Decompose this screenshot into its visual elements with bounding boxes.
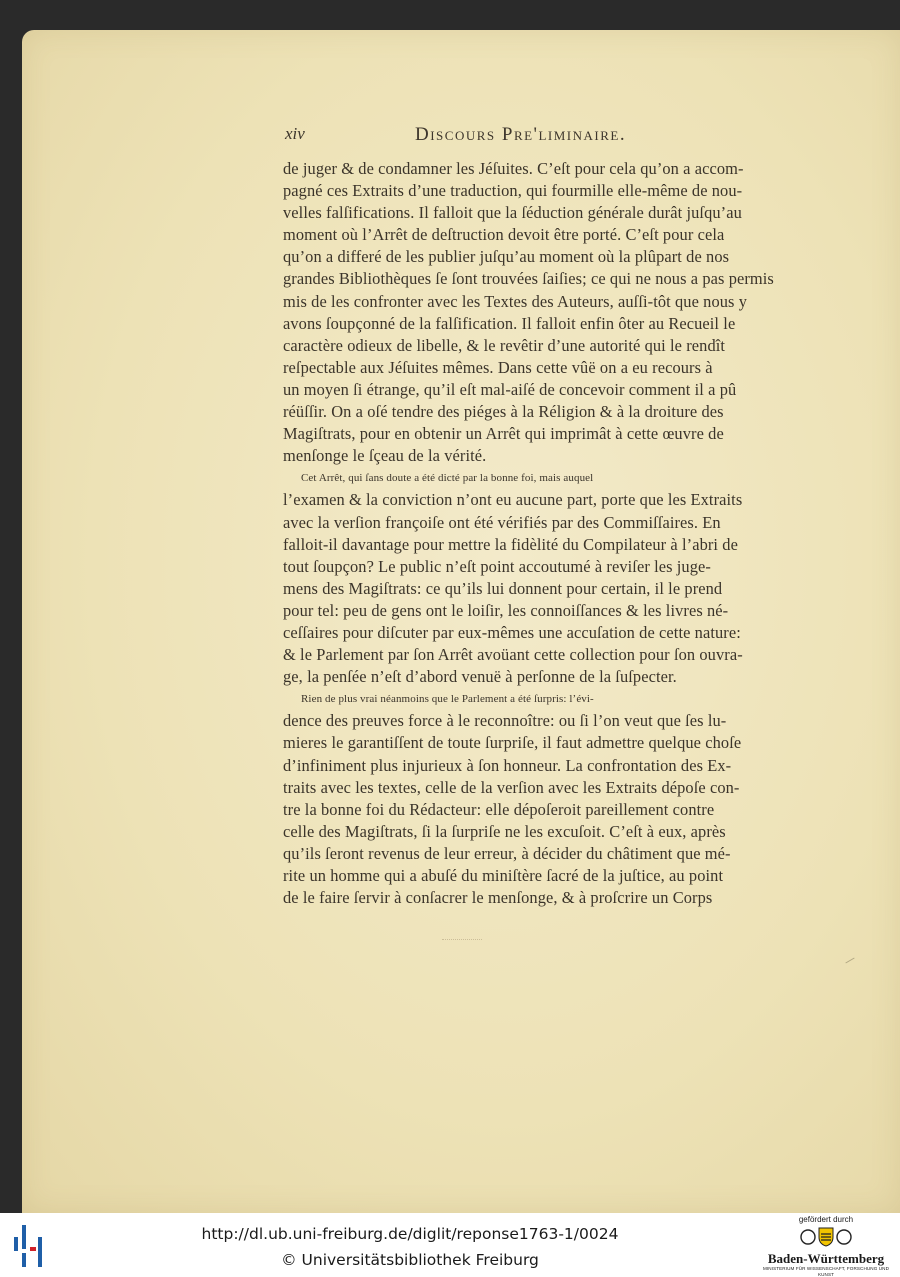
- text-line: moment où l’Arrêt de deſtruction devoit être porté. C’eſt pour cela: [283, 225, 725, 245]
- text-line: ge, la penſée n’eſt d’abord venuë à perſonne de la ſuſpecter.: [283, 667, 677, 687]
- permalink-url[interactable]: http://dl.ub.uni-freiburg.de/diglit/reponse1763-1/0024: [201, 1225, 619, 1243]
- text-line: de juger & de condamner les Jéſuites. C’eſt pour cela qu’on a accom-: [283, 159, 744, 178]
- sponsor-state-name: Baden-Württemberg: [767, 1251, 885, 1266]
- page-number: xiv: [285, 124, 305, 143]
- footer-bar: [0, 1213, 900, 1277]
- text-line: reſpectable aux Jéſuites mêmes. Dans cette vûë on a eu recours à: [283, 357, 713, 377]
- text-line: caractère odieux de libelle, & le revêtir d’une autorité qui le rendît: [283, 335, 726, 355]
- text-line: Magiſtrats, pour en obtenir un Arrêt qui imprimât à cette œuvre de: [283, 424, 724, 444]
- text-line: avons ſoupçonné de la falſification. Il falloit enfin ôter au Recueil le: [283, 313, 736, 333]
- text-line: Cet Arrêt, qui ſans doute a été dicté par la bonne foi, mais auquel: [301, 472, 594, 485]
- running-head-title: Discours Pre'liminaire.: [415, 124, 627, 145]
- text-line: tre la bonne foi du Rédacteur: elle dépoſeroit pareillement contre: [283, 799, 715, 819]
- text-line: avec la verſion françoiſe ont été vérifiés par des Commiſſaires. En: [283, 512, 721, 532]
- text-line: tout ſoupçon? Le public n’eſt point accoutumé à reviſer les juge-: [283, 556, 711, 576]
- text-line: & le Parlement par ſon Arrêt avoüant cette collection pour ſon ouvra-: [283, 645, 743, 665]
- text-line: pagné ces Extraits d’une traduction, qui fourmille elle-même de nou-: [283, 181, 743, 201]
- page-body-text: [283, 158, 843, 909]
- sponsor-block: [756, 1215, 896, 1275]
- text-line: qu’on a differé de les publier juſqu’au moment où la plûpart de nos: [283, 247, 730, 267]
- text-line: d’infiniment plus injurieux à ſon honneur. La confrontation des Ex-: [283, 755, 732, 775]
- text-line: pour tel: peu de gens ont le loiſir, les connoiſſances & les livres né-: [283, 600, 729, 620]
- sponsor-ministry: MINISTERIUM FÜR WISSENSCHAFT, FORSCHUNG UND KUNST: [762, 1266, 890, 1277]
- text-line: grandes Bibliothèques ſe ſont trouvées ſaiſies; ce qui ne nous a pas permis: [283, 269, 774, 289]
- text-line: réüſſir. On a oſé tendre des piéges à la Réligion & à la droiture des: [283, 402, 724, 422]
- text-line: un moyen ſi étrange, qu’il eſt mal-aiſé de concevoir comment il a pû: [283, 379, 737, 399]
- page-ornament: [442, 930, 482, 940]
- text-line: de le faire ſervir à conſacrer le menſonge, & à proſcrire un Corps: [283, 888, 713, 908]
- text-line: rite un homme qui a abuſé du miniſtère ſacré de la juſtice, au point: [283, 866, 724, 885]
- text-line: traits avec les textes, celle de la verſion avec les Extraits dépoſe con-: [283, 777, 740, 797]
- text-line: mieres le garantiſſent de toute ſurpriſe, il faut admettre quelque choſe: [283, 733, 742, 753]
- text-line: l’examen & la conviction n’ont eu aucune part, porte que les Extraits: [283, 490, 743, 510]
- text-line: qu’ils ſeront revenus de leur erreur, à décider du châtiment que mé-: [283, 843, 731, 863]
- coat-of-arms-icon: [799, 1225, 853, 1247]
- sponsor-label: gefördert durch: [798, 1215, 854, 1224]
- text-line: ceſſaires pour diſcuter par eux-mêmes une accuſation de cette nature:: [283, 622, 741, 642]
- text-line: mens des Magiſtrats: ce qu’ils lui donnent pour certain, il le prend: [283, 578, 723, 598]
- copyright-notice: © Universitätsbibliothek Freiburg: [281, 1251, 539, 1269]
- text-line: menſonge le ſçeau de la vérité.: [283, 446, 487, 466]
- text-line: dence des preuves force à le reconnoître: ou ſi l’on veut que ſes lu-: [283, 711, 727, 731]
- running-head: [285, 124, 845, 148]
- text-line: velles falſifications. Il falloit que la ſéduction générale durât juſqu’au: [283, 203, 742, 223]
- text-line: mis de les confronter avec les Textes des Auteurs, auſſi-tôt que nous y: [283, 291, 748, 311]
- text-line: Rien de plus vrai néanmoins que le Parlement a été ſurpris: l’évi-: [301, 693, 594, 706]
- text-line: celle des Magiſtrats, ſi la ſurpriſe ne les excuſoit. C’eſt à eux, après: [283, 821, 726, 841]
- text-line: falloit-il davantage pour mettre la fidèlité du Compilateur à l’abri de: [283, 534, 738, 554]
